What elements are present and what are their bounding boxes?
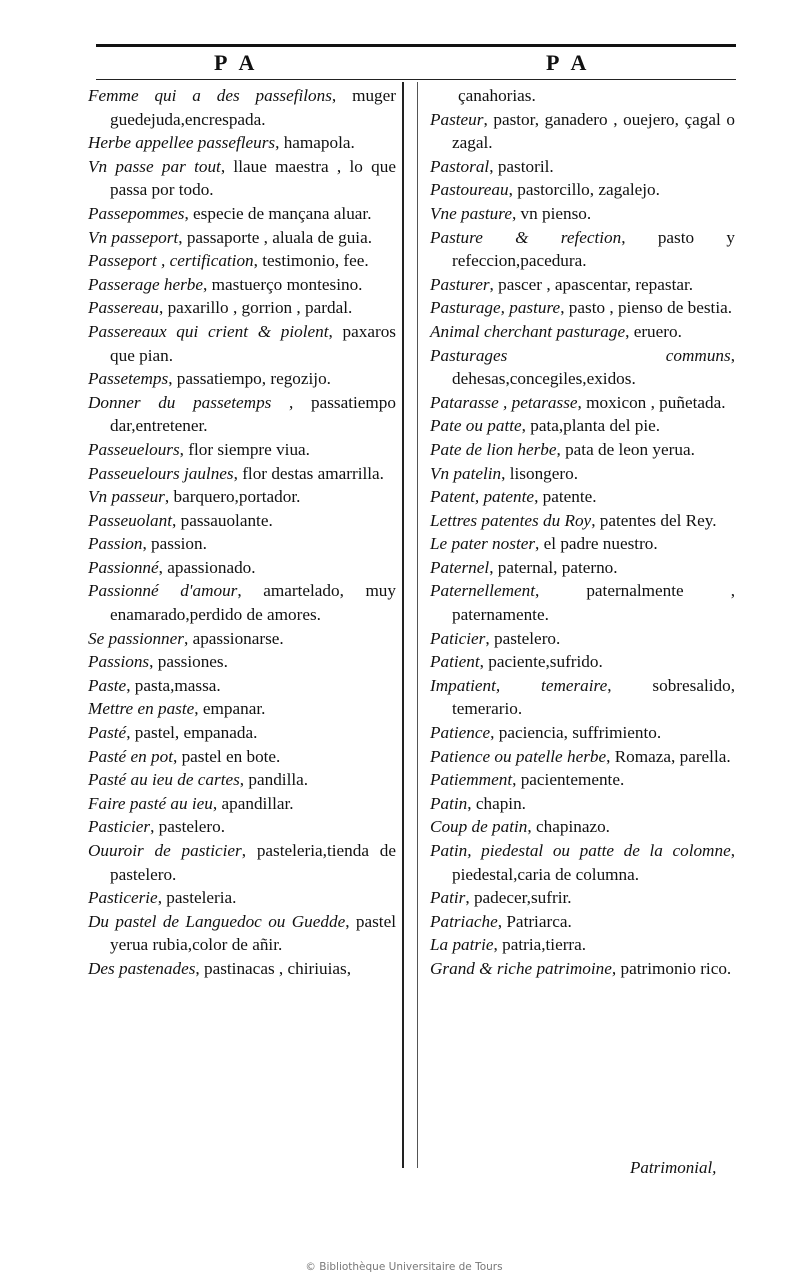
entry-headword: Pastoureau <box>430 180 509 200</box>
dictionary-entry <box>430 532 735 556</box>
dictionary-entry <box>430 108 735 155</box>
dictionary-entry <box>430 957 735 981</box>
entry-headword: Patir <box>430 888 466 908</box>
entry-headword: Animal cherchant pasturage <box>430 321 626 341</box>
dictionary-entry <box>88 650 396 674</box>
dictionary-entry <box>430 910 735 934</box>
entry-translation: , pastel yerua rubia,color de añir. <box>110 911 396 955</box>
dictionary-entry <box>88 627 396 651</box>
entry-headword: Vn passeur <box>88 487 165 507</box>
entry-translation: , flor destas amarrilla. <box>233 463 384 483</box>
dictionary-entry <box>88 532 396 556</box>
entry-translation: , passauolante. <box>172 510 273 530</box>
entry-translation: , vn pienso. <box>511 203 592 223</box>
dictionary-entry <box>88 131 396 155</box>
entry-translation: , hamapola. <box>275 133 355 153</box>
dictionary-entry <box>430 344 735 391</box>
catchword: Patrimonial, <box>630 1158 717 1177</box>
entry-headword: Lettres patentes du Roy <box>430 510 592 530</box>
entry-translation: , patrimonio rico. <box>611 958 732 978</box>
entry-headword: Patarasse , petarasse <box>430 392 578 412</box>
entry-translation: , flor siempre viua. <box>179 439 310 459</box>
dictionary-entry <box>430 627 735 651</box>
dictionary-entry <box>88 320 396 367</box>
entry-translation: , piedestal,caria de columna. <box>452 841 735 884</box>
entry-translation: , pacientemente. <box>512 770 625 790</box>
entry-translation: , pasta,massa. <box>126 675 221 695</box>
entry-headword: Vne pasture <box>430 203 512 223</box>
entry-translation: , pastinacas , chiriuias, <box>195 958 352 978</box>
dictionary-entry <box>88 721 396 745</box>
entry-translation: , sobresalido, temerario. <box>452 675 735 719</box>
entry-translation: , amartelado, muy enamarado,perdido de amores. <box>110 581 396 625</box>
entry-translation: , patente. <box>534 487 597 507</box>
entry-translation: , pastel, empanada. <box>126 723 258 743</box>
dictionary-entry <box>88 438 396 462</box>
running-head-left: P A <box>214 50 259 75</box>
entry-headword: Passeport , certification <box>88 251 254 271</box>
dictionary-entry <box>430 391 735 415</box>
entry-headword: Passeuolant <box>88 510 173 530</box>
entry-headword: Patent, patente <box>430 487 535 507</box>
entry-headword: Pasteur <box>430 109 484 129</box>
entry-headword: Pate de lion herbe <box>430 439 557 459</box>
entry-translation: , eruero. <box>625 321 682 341</box>
entry-headword: Vn passe par tout <box>88 156 221 176</box>
dictionary-entry <box>430 721 735 745</box>
entry-headword: Mettre en paste <box>88 699 195 719</box>
entry-translation: , testimonio, fee. <box>253 251 369 271</box>
entry-translation: , chapinazo. <box>527 817 610 837</box>
column-divider-inner <box>417 82 418 1168</box>
entry-translation: , pastorcillo, zagalejo. <box>508 180 660 200</box>
dictionary-entry <box>430 579 735 626</box>
dictionary-entry <box>430 226 735 273</box>
entry-translation: , paternal, paterno. <box>489 557 618 577</box>
entry-translation: , Patriarca. <box>497 911 572 931</box>
running-head-right: P A <box>546 50 591 75</box>
entry-translation: , barquero,portador. <box>164 487 301 507</box>
dictionary-entry <box>88 792 396 816</box>
entry-headword: Pasture & refection <box>430 227 622 247</box>
entry-translation: , pastel en bote. <box>172 746 281 766</box>
entry-translation: , paternalmente , paternamente. <box>452 581 735 625</box>
entry-translation: , muger guedejuda,encrespada. <box>110 86 396 129</box>
dictionary-entry <box>430 485 735 509</box>
dictionary-entry <box>430 155 735 179</box>
entry-headword: Du pastel de Languedoc ou Guedde <box>88 911 346 931</box>
dictionary-entry <box>430 839 735 886</box>
entry-headword: Paternellement <box>430 581 535 601</box>
dictionary-entry <box>88 957 396 981</box>
entry-translation: , passion. <box>142 534 207 554</box>
dictionary-entry <box>430 273 735 297</box>
dictionary-entry <box>88 745 396 769</box>
entry-translation: , chapin. <box>467 793 526 813</box>
dictionary-entry <box>430 178 735 202</box>
entry-translation: , paciencia, suffrimiento. <box>490 723 662 743</box>
entry-headword: Pasté <box>88 723 127 743</box>
entry-translation: , pasteleria. <box>157 888 237 908</box>
entry-translation: , paxaros que pian. <box>110 321 396 365</box>
dictionary-entry <box>88 155 396 202</box>
entry-translation: , passatiempo dar,entretener. <box>110 392 396 436</box>
dictionary-entry <box>88 391 396 438</box>
entry-headword: Patin <box>430 793 468 813</box>
entry-headword: Paste <box>88 675 127 695</box>
entry-headword: Passeuelours jaulnes <box>88 463 234 483</box>
entry-translation: , llaue maestra , lo que passa por todo. <box>110 156 396 200</box>
entry-headword: Patient <box>430 652 480 672</box>
entry-headword: Pasturage, pasture <box>430 298 561 318</box>
entry-headword: Paternel <box>430 557 490 577</box>
entry-headword: Paticier <box>430 628 486 648</box>
entry-translation: , moxicon , puñetada. <box>577 392 726 412</box>
dictionary-entry <box>88 556 396 580</box>
entry-translation: , patria,tierra. <box>493 935 587 955</box>
dictionary-entry <box>430 674 735 721</box>
entry-headword: Faire pasté au ieu <box>88 793 213 813</box>
entry-headword: Passetemps <box>88 369 169 389</box>
dictionary-entry <box>430 320 735 344</box>
entry-translation: , pastelero. <box>485 628 561 648</box>
entry-headword: Pasté en pot <box>88 746 173 766</box>
entry-translation: , paciente,sufrido. <box>479 652 603 672</box>
dictionary-entry <box>430 933 735 957</box>
entry-headword: Passionné <box>88 557 159 577</box>
entry-headword: Pastoral <box>430 156 490 176</box>
head-rule <box>96 79 736 80</box>
column-divider <box>402 82 404 1168</box>
dictionary-entry <box>430 745 735 769</box>
entry-headword: Passerage herbe <box>88 274 204 294</box>
entry-translation: , passaporte , aluala de guia. <box>178 227 372 247</box>
entry-translation: , pata de leon yerua. <box>556 439 695 459</box>
dictionary-entry <box>88 273 396 297</box>
entry-translation: , empanar. <box>194 699 266 719</box>
entry-translation: , especie de mançana aluar. <box>184 203 372 223</box>
entry-translation: , pata,planta del pie. <box>521 416 661 436</box>
dictionary-entry <box>88 509 396 533</box>
entry-headword: Vn passeport <box>88 227 179 247</box>
entry-translation: , pastelero. <box>150 817 225 837</box>
dictionary-entry <box>88 579 396 626</box>
dictionary-entry <box>88 485 396 509</box>
entry-translation: , lisongero. <box>501 463 578 483</box>
entry-headword: Passeuelours <box>88 439 180 459</box>
dictionary-entry <box>430 792 735 816</box>
entry-headword: Patience <box>430 723 491 743</box>
right-column <box>430 84 735 981</box>
entry-headword: Pate ou patte <box>430 416 522 436</box>
entry-translation: , patentes del Rey. <box>591 510 717 530</box>
entry-headword: Passereaux qui crient & piolent <box>88 321 329 341</box>
entry-headword: Passionné d'amour <box>88 581 238 601</box>
dictionary-entry <box>430 556 735 580</box>
dictionary-entry <box>88 910 396 957</box>
entry-translation: , pastoril. <box>489 156 554 176</box>
dictionary-entry <box>430 296 735 320</box>
entry-translation: , mastuerço montesino. <box>203 274 363 294</box>
entry-headword: Pasticier <box>88 817 151 837</box>
dictionary-entry <box>430 462 735 486</box>
entry-headword: La patrie <box>430 935 494 955</box>
entry-translation: , pasto , pienso de bestia. <box>560 298 733 318</box>
top-rule <box>96 44 736 47</box>
dictionary-entry <box>430 650 735 674</box>
dictionary-entry <box>88 839 396 886</box>
entry-headword: Passions <box>88 652 150 672</box>
dictionary-entry <box>430 815 735 839</box>
entry-headword: Pasturages communs <box>430 345 731 365</box>
dictionary-entry <box>88 462 396 486</box>
entry-translation: , passatiempo, regozijo. <box>168 369 331 389</box>
dictionary-entry <box>88 697 396 721</box>
dictionary-entry <box>88 886 396 910</box>
entry-headword: Passion <box>88 534 143 554</box>
entry-headword: Passepommes <box>88 203 185 223</box>
entry-headword: Impatient, temeraire <box>430 675 608 695</box>
entry-headword: Pasturer <box>430 274 490 294</box>
entry-translation: , padecer,sufrir. <box>465 888 572 908</box>
entry-headword: Des pastenades <box>88 958 196 978</box>
entry-headword: Grand & riche patrimoine <box>430 958 612 978</box>
right-column-entries <box>430 108 735 981</box>
entry-translation: , pascer , apascentar, repastar. <box>489 274 694 294</box>
dictionary-entry <box>430 438 735 462</box>
entry-headword: Le pater noster <box>430 534 536 554</box>
dictionary-entry <box>88 768 396 792</box>
entry-headword: Patience ou patelle herbe <box>430 746 607 766</box>
dictionary-entry <box>430 768 735 792</box>
dictionary-entry <box>88 84 396 131</box>
entry-headword: Ouuroir de pasticier <box>88 841 242 860</box>
entry-translation: , pasto y refeccion,pacedura. <box>452 227 735 271</box>
dictionary-entry <box>88 226 396 250</box>
dictionary-entry <box>88 815 396 839</box>
entry-translation: , paxarillo , gorrion , pardal. <box>158 298 353 318</box>
library-credit: © Bibliothèque Universitaire de Tours <box>305 1261 503 1273</box>
dictionary-entry <box>88 202 396 226</box>
dictionary-entry <box>88 367 396 391</box>
dictionary-entry <box>88 296 396 320</box>
continuation-line: çanahorias. <box>458 86 536 105</box>
entry-headword: Patriache <box>430 911 498 931</box>
dictionary-entry <box>430 202 735 226</box>
entry-headword: Coup de patin <box>430 817 528 837</box>
dictionary-entry <box>430 414 735 438</box>
entry-headword: Pasté au ieu de cartes <box>88 770 240 790</box>
entry-translation: , pasteleria,tienda de pastelero. <box>110 841 396 884</box>
entry-translation: , Romaza, parella. <box>606 746 731 766</box>
entry-headword: Passereau <box>88 298 159 318</box>
dictionary-entry <box>88 249 396 273</box>
entry-headword: Patiemment <box>430 770 513 790</box>
entry-translation: , apassionado. <box>158 557 256 577</box>
left-column <box>88 84 396 981</box>
entry-translation: , dehesas,concegiles,exidos. <box>452 345 735 389</box>
dictionary-entry <box>430 886 735 910</box>
entry-headword: Donner du passetemps <box>88 392 272 412</box>
entry-translation: , pandilla. <box>239 770 309 790</box>
entry-translation: , pastor, ganadero , ouejero, çagal o zagal. <box>452 109 735 153</box>
entry-translation: , passiones. <box>149 652 228 672</box>
entry-headword: Pasticerie <box>88 888 158 908</box>
dictionary-entry <box>88 674 396 698</box>
entry-headword: Se passionner <box>88 628 184 648</box>
entry-translation: , apassionarse. <box>183 628 284 648</box>
entry-headword: Patin, piedestal ou patte de la colomne <box>430 841 731 860</box>
entry-headword: Herbe appellee passefleurs <box>88 133 276 153</box>
entry-headword: Vn patelin <box>430 463 502 483</box>
dictionary-entry <box>430 509 735 533</box>
entry-translation: , el padre nuestro. <box>535 534 658 554</box>
entry-headword: Femme qui a des passefilons <box>88 86 332 105</box>
entry-translation: , apandillar. <box>212 793 294 813</box>
